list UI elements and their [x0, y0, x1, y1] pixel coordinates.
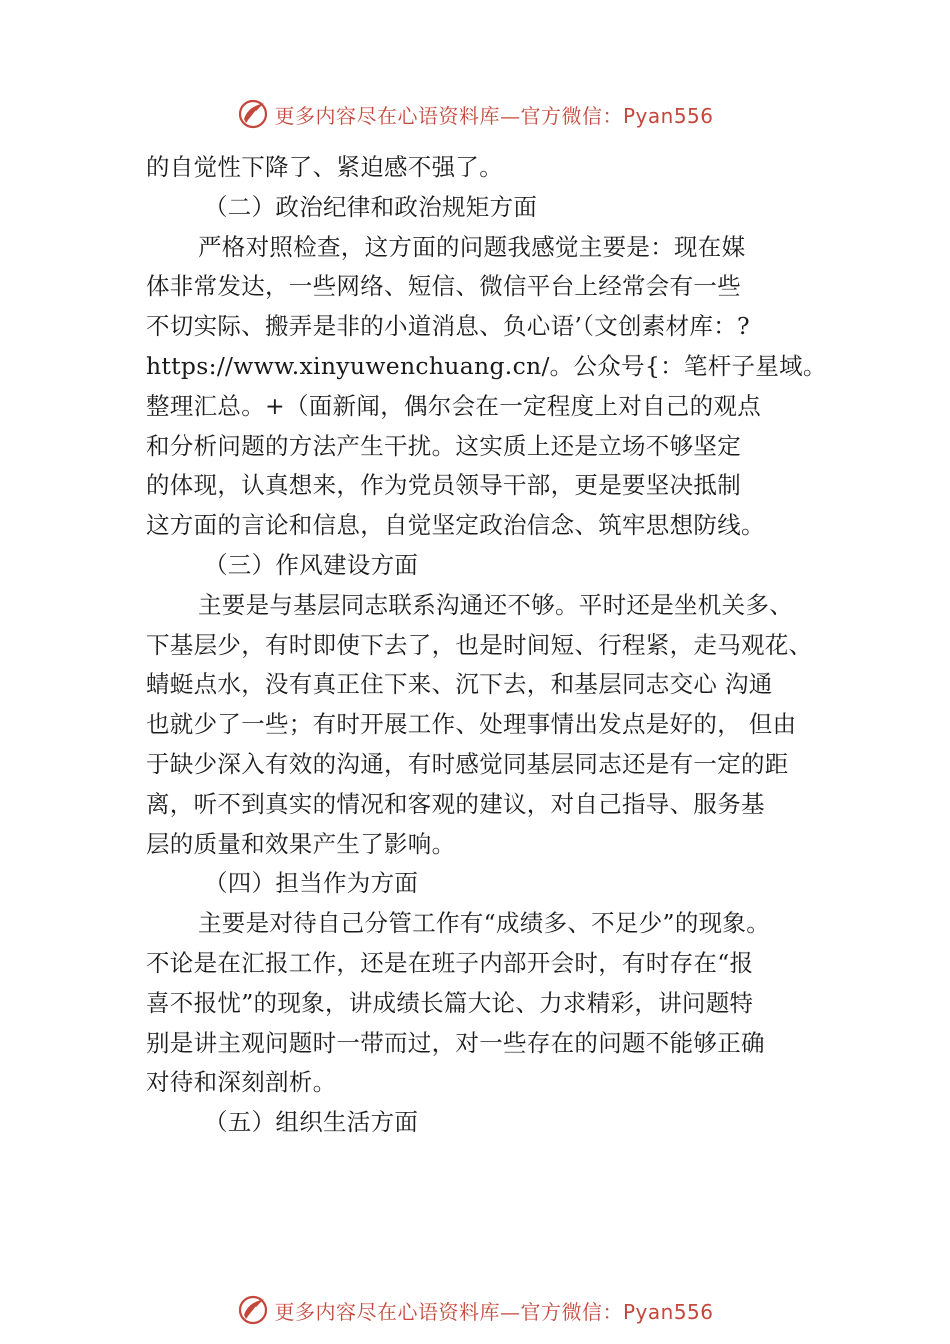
logo-icon [236, 97, 270, 131]
text-line: 不切实际、搬弄是非的小道消息、负心语’（文创素材库：? [146, 312, 750, 341]
text-line: 于缺少深入有效的沟通，有时感觉同基层同志还是有一定的距 [146, 749, 789, 778]
wechat-id: Pyan556 [622, 103, 714, 128]
text-line: https://www.xinyuwenchuang.cn/。公众号{：笔杆子星域。 [146, 351, 827, 380]
text-line: 也就少了一些；有时开展工作、处理事情出发点是好的， 但由 [146, 710, 797, 739]
text-line: 主要是与基层同志联系沟通还不够。平时还是坐机关多、 [198, 590, 793, 619]
text-line: 严格对照检查，这方面的问题我感觉主要是：现在媒 [198, 232, 746, 261]
text-line: 整理汇总。+（面新闻，偶尔会在一定程度上对自己的观点 [146, 391, 761, 420]
text-line: 不论是在汇报工作，还是在班子内部开会时，有时存在“报 [146, 948, 754, 977]
section-heading: （二）政治纪律和政治规矩方面 [204, 192, 538, 221]
text-line: 蜻蜓点水，没有真正住下来、沉下去，和基层同志交心 沟通 [146, 670, 773, 699]
text-line: 喜不报忧”的现象，讲成绩长篇大论、力求精彩，讲问题特 [146, 988, 754, 1017]
text-line: 的体现，认真想来，作为党员领导干部，更是要坚决抵制 [146, 471, 741, 500]
section-heading: （五）组织生活方面 [204, 1108, 419, 1137]
document-body [146, 148, 866, 1143]
section-heading: （三）作风建设方面 [204, 550, 419, 579]
text-line: 和分析问题的方法产生干扰。这实质上还是立场不够坚定 [146, 431, 741, 460]
text-line: 下基层少，有时即使下去了，也是时间短、行程紧，走马观花、 [146, 630, 813, 659]
section-heading: （四）担当作为方面 [204, 869, 419, 898]
text-line: 别是讲主观问题时一带而过，对一些存在的问题不能够正确 [146, 1028, 765, 1057]
watermark-text: 更多内容尽在心语资料库—官方微信：Pyan556 [274, 103, 714, 128]
watermark-text: 更多内容尽在心语资料库—官方微信：Pyan556 [274, 1299, 714, 1324]
text-line: 主要是对待自己分管工作有“成绩多、不足少”的现象。 [198, 909, 771, 938]
text-line: 体非常发达，一些网络、短信、微信平台上经常会有一些 [146, 272, 741, 301]
text-line: 的自觉性下降了、紧迫感不强了。 [146, 153, 503, 181]
wechat-id: Pyan556 [622, 1299, 714, 1324]
watermark-footer [0, 1290, 950, 1330]
logo-icon [236, 1293, 270, 1327]
watermark-header [0, 94, 950, 134]
text-line: 对待和深刻剖析。 [146, 1068, 337, 1097]
text-line: 这方面的言论和信息，自觉坚定政治信念、筑牢思想防线。 [146, 511, 765, 540]
text-line: 层的质量和效果产生了影响。 [146, 829, 456, 858]
text-line: 离，听不到真实的情况和客观的建议，对自己指导、服务基 [146, 789, 765, 818]
